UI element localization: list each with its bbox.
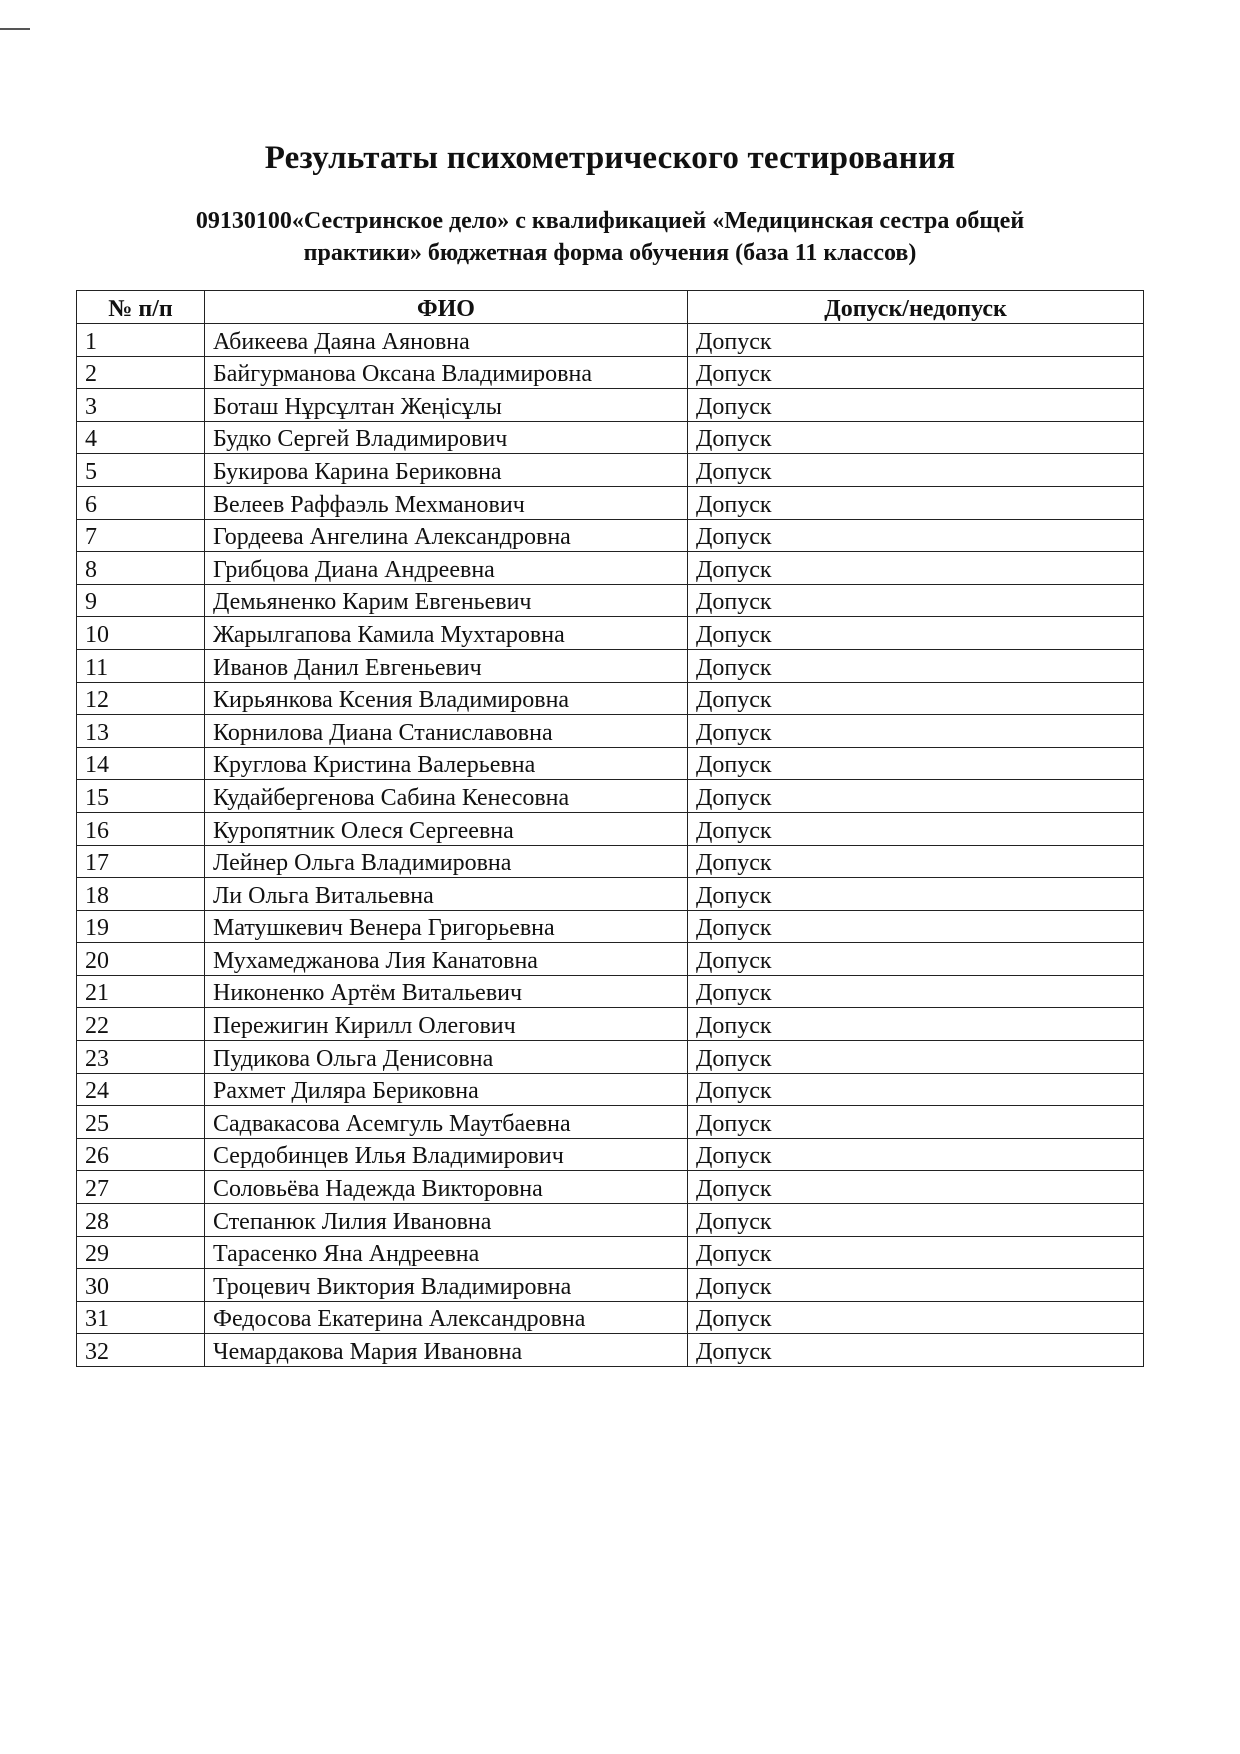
row-fio: Букирова Карина Бериковна <box>205 454 688 487</box>
row-number: 17 <box>77 845 205 878</box>
table-row <box>77 1106 1144 1139</box>
row-number: 30 <box>77 1269 205 1302</box>
row-number: 25 <box>77 1106 205 1139</box>
table-row <box>77 1041 1144 1074</box>
row-number: 22 <box>77 1008 205 1041</box>
row-fio: Будко Сергей Владимирович <box>205 421 688 454</box>
table-row <box>77 356 1144 389</box>
table-row <box>77 324 1144 357</box>
table-row <box>77 780 1144 813</box>
table-row <box>77 715 1144 748</box>
row-fio: Тарасенко Яна Андреевна <box>205 1236 688 1269</box>
row-status: Допуск <box>688 910 1144 943</box>
row-number: 15 <box>77 780 205 813</box>
row-status: Допуск <box>688 421 1144 454</box>
row-number: 9 <box>77 584 205 617</box>
row-fio: Кирьянкова Ксения Владимировна <box>205 682 688 715</box>
row-number: 2 <box>77 356 205 389</box>
row-number: 4 <box>77 421 205 454</box>
row-status: Допуск <box>688 649 1144 682</box>
row-fio: Байгурманова Оксана Владимировна <box>205 356 688 389</box>
row-fio: Велеев Раффаэль Мехманович <box>205 486 688 519</box>
row-number: 19 <box>77 910 205 943</box>
table-row <box>77 747 1144 780</box>
header-number: № п/п <box>77 291 205 324</box>
table-row <box>77 1236 1144 1269</box>
row-fio: Пережигин Кирилл Олегович <box>205 1008 688 1041</box>
table-row <box>77 454 1144 487</box>
row-fio: Никоненко Артём Витальевич <box>205 975 688 1008</box>
table-row <box>77 682 1144 715</box>
row-status: Допуск <box>688 812 1144 845</box>
table-row <box>77 1073 1144 1106</box>
row-fio: Лейнер Ольга Владимировна <box>205 845 688 878</box>
row-fio: Мухамеджанова Лия Канатовна <box>205 943 688 976</box>
row-fio: Степанюк Лилия Ивановна <box>205 1204 688 1237</box>
table-row <box>77 421 1144 454</box>
row-fio: Иванов Данил Евгеньевич <box>205 649 688 682</box>
row-fio: Пудикова Ольга Денисовна <box>205 1041 688 1074</box>
row-number: 10 <box>77 617 205 650</box>
row-number: 26 <box>77 1138 205 1171</box>
row-number: 27 <box>77 1171 205 1204</box>
row-status: Допуск <box>688 1269 1144 1302</box>
row-number: 21 <box>77 975 205 1008</box>
row-fio: Ли Ольга Витальевна <box>205 878 688 911</box>
row-fio: Круглова Кристина Валерьевна <box>205 747 688 780</box>
row-status: Допуск <box>688 715 1144 748</box>
row-number: 5 <box>77 454 205 487</box>
row-number: 11 <box>77 649 205 682</box>
row-status: Допуск <box>688 584 1144 617</box>
row-number: 20 <box>77 943 205 976</box>
row-status: Допуск <box>688 617 1144 650</box>
row-status: Допуск <box>688 845 1144 878</box>
table-row <box>77 1138 1144 1171</box>
table-row <box>77 519 1144 552</box>
table-row <box>77 486 1144 519</box>
row-number: 32 <box>77 1334 205 1367</box>
row-fio: Кудайбергенова Сабина Кенесовна <box>205 780 688 813</box>
row-fio: Троцевич Виктория Владимировна <box>205 1269 688 1302</box>
row-status: Допуск <box>688 389 1144 422</box>
row-status: Допуск <box>688 1204 1144 1237</box>
table-row <box>77 975 1144 1008</box>
row-status: Допуск <box>688 878 1144 911</box>
row-number: 7 <box>77 519 205 552</box>
header-status: Допуск/недопуск <box>688 291 1144 324</box>
table-row <box>77 1334 1144 1367</box>
scan-edge-mark <box>0 28 30 30</box>
row-status: Допуск <box>688 324 1144 357</box>
results-body <box>77 324 1144 1367</box>
row-status: Допуск <box>688 682 1144 715</box>
header-fio: ФИО <box>205 291 688 324</box>
row-fio: Абикеева Даяна Аяновна <box>205 324 688 357</box>
row-fio: Демьяненко Карим Евгеньевич <box>205 584 688 617</box>
row-status: Допуск <box>688 1236 1144 1269</box>
row-fio: Куропятник Олеся Сергеевна <box>205 812 688 845</box>
table-row <box>77 649 1144 682</box>
row-number: 23 <box>77 1041 205 1074</box>
table-row <box>77 584 1144 617</box>
row-status: Допуск <box>688 454 1144 487</box>
table-row <box>77 552 1144 585</box>
table-header-row <box>77 291 1144 324</box>
row-fio: Федосова Екатерина Александровна <box>205 1301 688 1334</box>
table-row <box>77 1269 1144 1302</box>
row-number: 29 <box>77 1236 205 1269</box>
row-fio: Грибцова Диана Андреевна <box>205 552 688 585</box>
row-number: 1 <box>77 324 205 357</box>
table-row <box>77 845 1144 878</box>
row-status: Допуск <box>688 552 1144 585</box>
row-fio: Сердобинцев Илья Владимирович <box>205 1138 688 1171</box>
row-number: 31 <box>77 1301 205 1334</box>
row-fio: Жарылгапова Камила Мухтаровна <box>205 617 688 650</box>
subtitle-line-2: практики» бюджетная форма обучения (база 11 классов) <box>303 240 917 266</box>
row-status: Допуск <box>688 356 1144 389</box>
row-status: Допуск <box>688 975 1144 1008</box>
table-row <box>77 812 1144 845</box>
table-row <box>77 389 1144 422</box>
row-fio: Гордеева Ангелина Александровна <box>205 519 688 552</box>
row-number: 18 <box>77 878 205 911</box>
row-number: 3 <box>77 389 205 422</box>
table-row <box>77 1171 1144 1204</box>
row-status: Допуск <box>688 1334 1144 1367</box>
document-title: Результаты психометрического тестирования <box>264 140 956 176</box>
row-status: Допуск <box>688 747 1144 780</box>
row-number: 12 <box>77 682 205 715</box>
row-number: 28 <box>77 1204 205 1237</box>
row-number: 13 <box>77 715 205 748</box>
row-status: Допуск <box>688 943 1144 976</box>
subtitle-line-1: 09130100«Сестринское дело» с квалификацией «Медицинская сестра общей <box>195 208 1025 234</box>
row-fio: Соловьёва Надежда Викторовна <box>205 1171 688 1204</box>
table-row <box>77 1008 1144 1041</box>
row-number: 24 <box>77 1073 205 1106</box>
row-number: 16 <box>77 812 205 845</box>
row-fio: Боташ Нұрсұлтан Жеңісұлы <box>205 389 688 422</box>
table-row <box>77 1301 1144 1334</box>
row-fio: Рахмет Диляра Бериковна <box>205 1073 688 1106</box>
row-fio: Матушкевич Венера Григорьевна <box>205 910 688 943</box>
table-row <box>77 1204 1144 1237</box>
row-status: Допуск <box>688 1138 1144 1171</box>
table-row <box>77 878 1144 911</box>
row-fio: Корнилова Диана Станиславовна <box>205 715 688 748</box>
row-number: 14 <box>77 747 205 780</box>
row-status: Допуск <box>688 780 1144 813</box>
row-status: Допуск <box>688 1041 1144 1074</box>
results-table <box>76 290 1144 1367</box>
row-fio: Чемардакова Мария Ивановна <box>205 1334 688 1367</box>
row-number: 6 <box>77 486 205 519</box>
table-row <box>77 617 1144 650</box>
row-status: Допуск <box>688 1073 1144 1106</box>
row-status: Допуск <box>688 1106 1144 1139</box>
document-subtitle <box>120 205 1100 269</box>
row-status: Допуск <box>688 1171 1144 1204</box>
row-status: Допуск <box>688 1301 1144 1334</box>
row-status: Допуск <box>688 1008 1144 1041</box>
row-number: 8 <box>77 552 205 585</box>
row-fio: Садвакасова Асемгуль Маутбаевна <box>205 1106 688 1139</box>
row-status: Допуск <box>688 519 1144 552</box>
table-row <box>77 910 1144 943</box>
row-status: Допуск <box>688 486 1144 519</box>
table-row <box>77 943 1144 976</box>
